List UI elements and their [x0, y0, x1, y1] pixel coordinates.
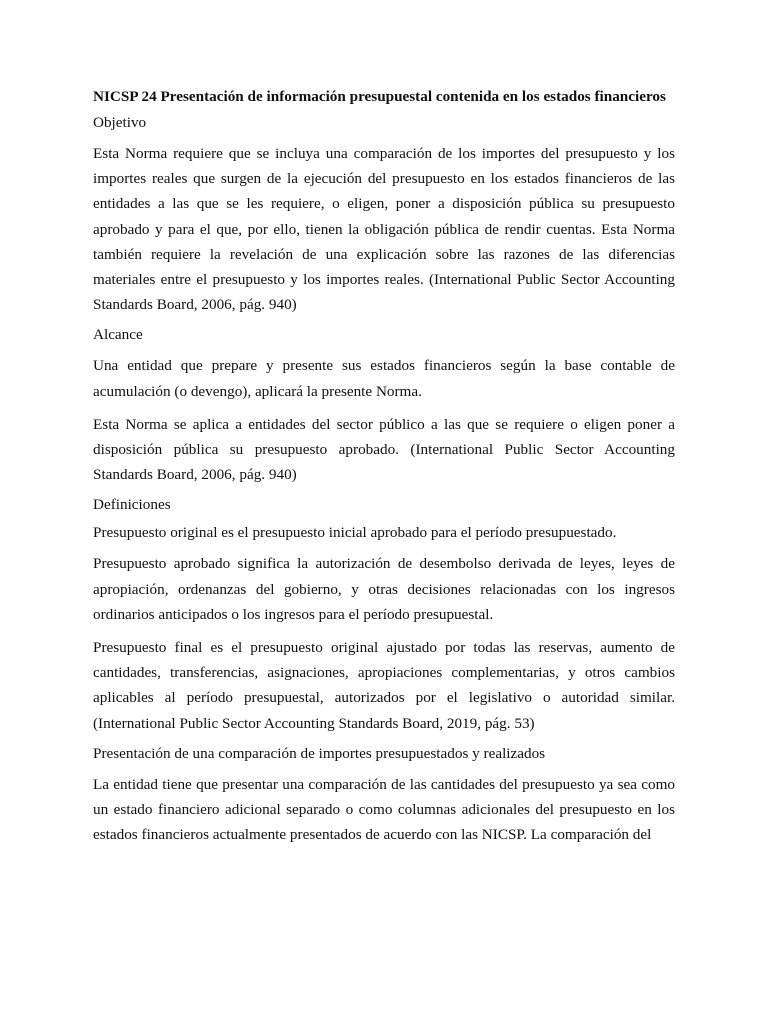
document-title: NICSP 24 Presentación de información presupuestal contenida en los estados financieros	[93, 88, 666, 105]
objetivo-paragraph: Esta Norma requiere que se incluya una comparación de los importes del presupuesto y los importes reales que surgen de la ejecución del presupuesto en los estados financieros de las entidades a las que se les requiere, o eligen, poner a disposición pública su presupuesto aprobado y para el que, por ello, tienen la obligación pública de rendir cuentas. Esta Norma también requiere la revelación de una explicación sobre las razones de las diferencias materiales entre el presupuesto y los importes reales. (International Public Sector Accounting Standards Board, 2006, pág. 940)	[93, 145, 675, 314]
section-heading-objetivo: Objetivo	[93, 114, 147, 131]
section-heading-alcance: Alcance	[93, 326, 143, 344]
alcance-paragraph-1: Una entidad que prepare y presente sus estados financieros según la base contable de acumulación (o devengo), aplicará la presente Norma.	[93, 357, 675, 400]
section-heading-definiciones: Definiciones	[93, 496, 171, 514]
alcance-paragraph-2: Esta Norma se aplica a entidades del sector público a las que se requiere o eligen poner a disposición pública su presupuesto aprobado. (International Public Sector Accounting Standards Board, 2006, pág. 940)	[93, 415, 675, 484]
definicion-presupuesto-original: Presupuesto original es el presupuesto inicial aprobado para el período presupuestado.	[93, 524, 617, 542]
definicion-presupuesto-aprobado: Presupuesto aprobado significa la autorización de desembolso derivada de leyes, leyes de apropiación, ordenanzas del gobierno, y otras decisiones relacionadas con los ingresos ordinarios anticipados o los ingresos para el período presupuestal.	[93, 555, 675, 623]
presentacion-paragraph: La entidad tiene que presentar una comparación de las cantidades del presupuesto ya sea como un estado financiero adicional separado o como columnas adicionales del presupuesto en los estados financieros actualmente presentados de acuerdo con las NICSP. La comparación del	[93, 775, 675, 844]
definicion-presupuesto-final: Presupuesto final es el presupuesto original ajustado por todas las reservas, aumento de cantidades, transferencias, asignaciones, apropiaciones complementarias, y otros cambios aplicables al período presupuestal, autorizados por el legislativo o autoridad similar. (International Public Sector Accounting Standards Board, 2019, pág. 53)	[93, 639, 675, 732]
section-heading-presentacion: Presentación de una comparación de importes presupuestados y realizados	[93, 744, 546, 762]
